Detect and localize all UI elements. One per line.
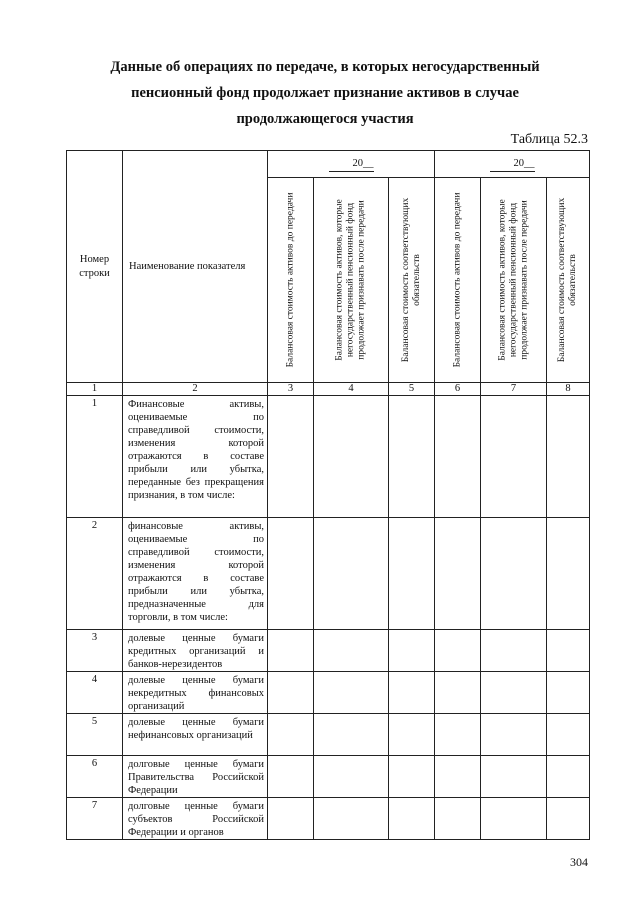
column-header-text: Балансовая стоимость активов, которые негосударственный пенсионный фонд продолжает признавать после передачи (497, 199, 530, 361)
data-cell (389, 630, 435, 672)
data-cell (481, 518, 547, 630)
data-cell (481, 714, 547, 756)
document-title (60, 54, 590, 132)
row-number: 2 (67, 518, 123, 630)
data-cell (435, 518, 481, 630)
row-number: 4 (67, 672, 123, 714)
row-name: долговые ценные бумаги субъектов Российской Федерации и органов (123, 798, 268, 840)
title-line: продолжающегося участия (236, 111, 414, 127)
row-number: 5 (67, 714, 123, 756)
data-cell (389, 714, 435, 756)
row-name: долевые ценные бумаги нефинансовых организаций (123, 714, 268, 756)
table-row (67, 672, 590, 714)
column-header (547, 178, 590, 383)
data-cell (547, 630, 590, 672)
data-cell (268, 396, 314, 518)
data-cell (389, 518, 435, 630)
title-line: Данные об операциях по передаче, в которых негосударственный (110, 59, 540, 75)
title-line: пенсионный фонд продолжает признание активов в случае (131, 85, 519, 101)
data-cell (547, 714, 590, 756)
row-name: долевые ценные бумаги некредитных финансовых организаций (123, 672, 268, 714)
data-cell (435, 630, 481, 672)
row-number-header-line: Номер (79, 253, 110, 265)
column-number: 6 (435, 383, 481, 396)
row-number: 1 (67, 396, 123, 518)
row-number-header (67, 151, 123, 383)
column-number: 7 (481, 383, 547, 396)
table-row (67, 756, 590, 798)
column-number: 4 (314, 383, 389, 396)
row-name: долговые ценные бумаги Правительства Российской Федерации (123, 756, 268, 798)
data-cell (389, 756, 435, 798)
table-row (67, 518, 590, 630)
row-number: 6 (67, 756, 123, 798)
column-number-row (67, 383, 590, 396)
data-cell (268, 672, 314, 714)
data-cell (389, 798, 435, 840)
data-cell (314, 798, 389, 840)
data-cell (547, 396, 590, 518)
data-cell (268, 518, 314, 630)
data-cell (314, 630, 389, 672)
data-cell (435, 756, 481, 798)
column-header (389, 178, 435, 383)
row-number: 7 (67, 798, 123, 840)
column-header (268, 178, 314, 383)
data-cell (435, 798, 481, 840)
data-cell (314, 672, 389, 714)
column-header-text: Балансовая стоимость активов до передачи (285, 192, 295, 368)
indicator-header: Наименование показателя (123, 151, 268, 383)
data-cell (547, 518, 590, 630)
data-cell (389, 672, 435, 714)
column-header (481, 178, 547, 383)
row-number: 3 (67, 630, 123, 672)
table-row (67, 396, 590, 518)
data-cell (389, 396, 435, 518)
data-cell (435, 714, 481, 756)
data-table (66, 150, 590, 840)
column-number: 1 (67, 383, 123, 396)
column-header (314, 178, 389, 383)
data-cell (314, 518, 389, 630)
row-name: финансовые активы, оцениваемые по справедливой стоимости, изменения которой отражаются в составе прибыли или убытка, предназначенные для торговли, в том числе: (123, 518, 268, 630)
row-number-header-line: строки (79, 267, 110, 279)
data-cell (268, 630, 314, 672)
row-name: Финансовые активы, оцениваемые по справедливой стоимости, изменения которой отражаются в составе прибыли или убытка, переданные без прекращения признания, в том числе: (123, 396, 268, 518)
column-header-text: Балансовая стоимость соответствующих обязательств (557, 197, 579, 363)
column-header (435, 178, 481, 383)
data-cell (547, 672, 590, 714)
data-cell (435, 396, 481, 518)
column-number: 3 (268, 383, 314, 396)
table-row (67, 630, 590, 672)
table-caption: Таблица 52.3 (510, 132, 588, 147)
data-cell (314, 396, 389, 518)
table-row (67, 714, 590, 756)
data-cell (547, 798, 590, 840)
data-cell (268, 756, 314, 798)
data-cell (268, 798, 314, 840)
column-header-text: Балансовая стоимость активов до передачи (452, 192, 463, 368)
data-cell (314, 756, 389, 798)
data-cell (435, 672, 481, 714)
period-label: 20__ (490, 157, 535, 172)
header-row-periods (67, 151, 590, 178)
data-cell (481, 672, 547, 714)
data-cell (481, 396, 547, 518)
column-header-text: Балансовая стоимость соответствующих обязательств (400, 197, 422, 363)
column-number: 2 (123, 383, 268, 396)
data-cell (547, 756, 590, 798)
table-row (67, 798, 590, 840)
period-header-1 (268, 151, 435, 178)
column-number: 5 (389, 383, 435, 396)
period-label: 20__ (329, 157, 374, 172)
column-number: 8 (547, 383, 590, 396)
data-cell (314, 714, 389, 756)
data-cell (481, 756, 547, 798)
column-header-text: Балансовая стоимость активов, которые негосударственный пенсионный фонд продолжает признавать после передачи (334, 199, 367, 361)
page-number: 304 (570, 855, 588, 869)
data-cell (268, 714, 314, 756)
data-cell (481, 798, 547, 840)
data-cell (481, 630, 547, 672)
row-name: долевые ценные бумаги кредитных организаций и банков-нерезидентов (123, 630, 268, 672)
period-header-2 (435, 151, 590, 178)
